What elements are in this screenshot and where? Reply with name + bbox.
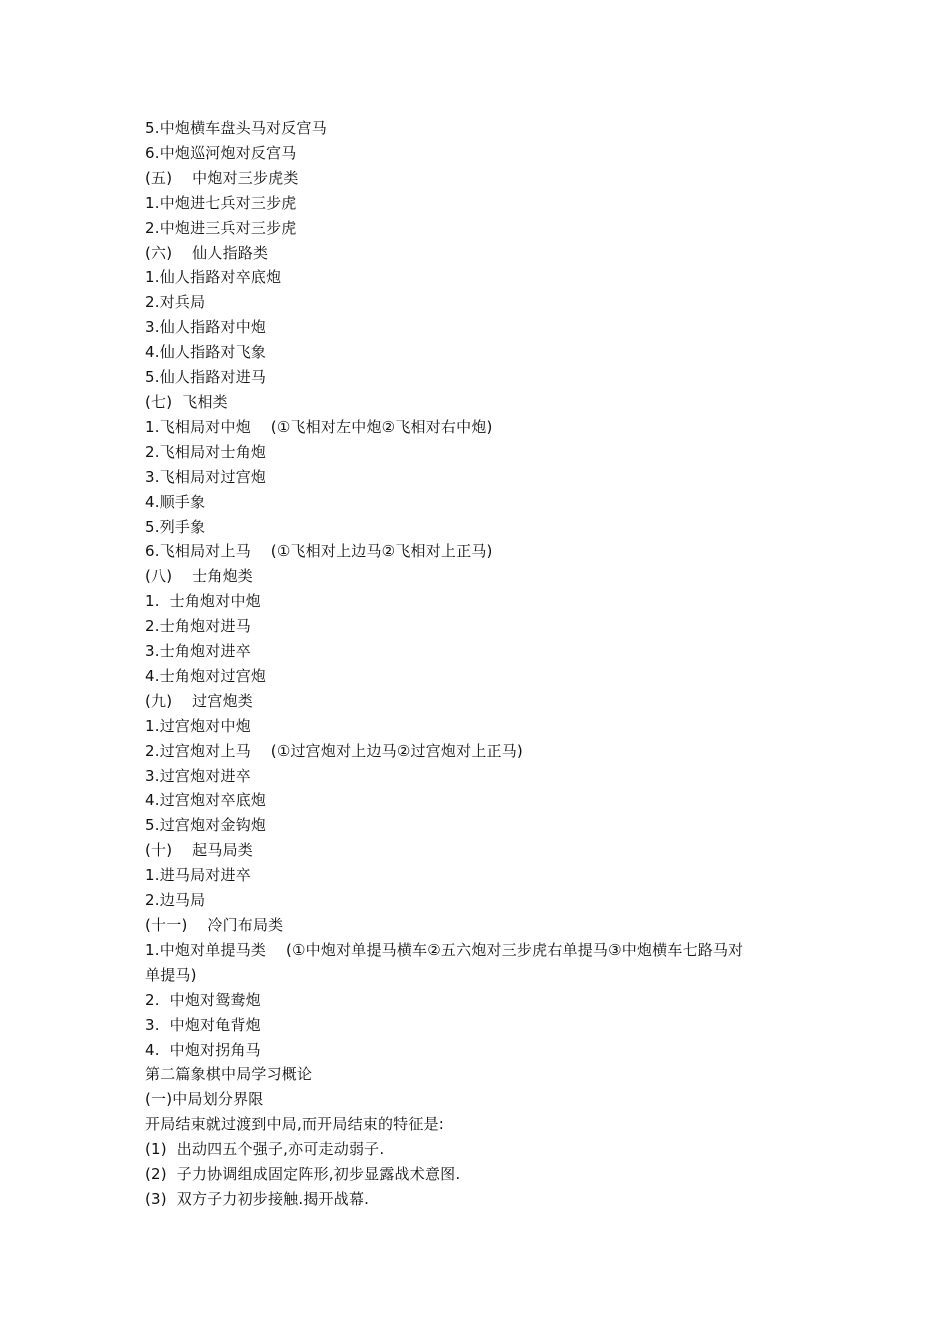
text-line: (七) 飞相类 (145, 392, 228, 411)
text-line: 2.对兵局 (145, 293, 206, 312)
text-line: 5.仙人指路对进马 (145, 368, 267, 387)
text-line: 3.士角炮对进卒 (145, 642, 251, 661)
text-line: 2.士角炮对进马 (145, 617, 251, 636)
text-line: 1.过宫炮对中炮 (145, 716, 251, 735)
text-line: 2.中炮进三兵对三步虎 (145, 218, 297, 237)
text-line: (九) 过宫炮类 (145, 691, 253, 710)
text-line: 1. 士角炮对中炮 (145, 592, 261, 611)
text-line: 4.仙人指路对飞象 (145, 343, 267, 362)
text-line: (十一) 冷门布局类 (145, 916, 284, 934)
text-line: (1) 出动四五个强子,亦可走动弱子. (145, 1140, 385, 1159)
text-line: 1.飞相局对中炮 (①飞相对左中炮②飞相对右中炮) (145, 417, 493, 436)
text-line: 3.仙人指路对中炮 (145, 318, 267, 337)
text-line: 5.列手象 (145, 517, 206, 536)
text-line: 3.过宫炮对进卒 (145, 766, 251, 785)
text-line: 2.飞相局对士角炮 (145, 442, 267, 461)
document-body (145, 116, 825, 1212)
text-line: 6.中炮巡河炮对反宫马 (145, 143, 297, 162)
text-line: 5.中炮横车盘头马对反宫马 (145, 119, 327, 137)
text-line: 2. 中炮对鸳鸯炮 (145, 990, 261, 1009)
text-line: (一)中局划分界限 (145, 1090, 264, 1109)
text-line: 4.士角炮对过宫炮 (145, 666, 267, 685)
text-line: 5.过宫炮对金钩炮 (145, 816, 267, 835)
text-line: 单提马) (145, 965, 197, 984)
text-line: 1.进马局对进卒 (145, 866, 251, 885)
text-line: 1.中炮进七兵对三步虎 (145, 193, 297, 212)
text-line: 4.顺手象 (145, 492, 206, 511)
text-line: (五) 中炮对三步虎类 (145, 168, 299, 187)
text-line: (六) 仙人指路类 (145, 243, 269, 262)
text-line: (十) 起马局类 (145, 841, 253, 860)
text-line: 4.过宫炮对卒底炮 (145, 791, 267, 810)
text-line: 开局结束就过渡到中局,而开局结束的特征是: (145, 1115, 445, 1134)
text-line: 1.中炮对单提马类 (①中炮对单提马横车②五六炮对三步虎右单提马③中炮横车七路马对 (145, 940, 744, 959)
text-line: 3. 中炮对龟背炮 (145, 1015, 261, 1034)
text-line: 第二篇象棋中局学习概论 (145, 1065, 313, 1084)
text-line: 1.仙人指路对卒底炮 (145, 268, 282, 287)
text-line: (八) 士角炮类 (145, 567, 253, 586)
text-line: (2) 子力协调组成固定阵形,初步显露战术意图. (145, 1165, 461, 1184)
text-line: 2.边马局 (145, 891, 206, 910)
text-line: 3.飞相局对过宫炮 (145, 467, 267, 486)
text-line: (3) 双方子力初步接触.揭开战幕. (145, 1189, 370, 1208)
text-line: 2.过宫炮对上马 (①过宫炮对上边马②过宫炮对上正马) (145, 741, 523, 760)
text-line: 4. 中炮对拐角马 (145, 1040, 261, 1059)
text-line: 6.飞相局对上马 (①飞相对上边马②飞相对上正马) (145, 542, 493, 561)
